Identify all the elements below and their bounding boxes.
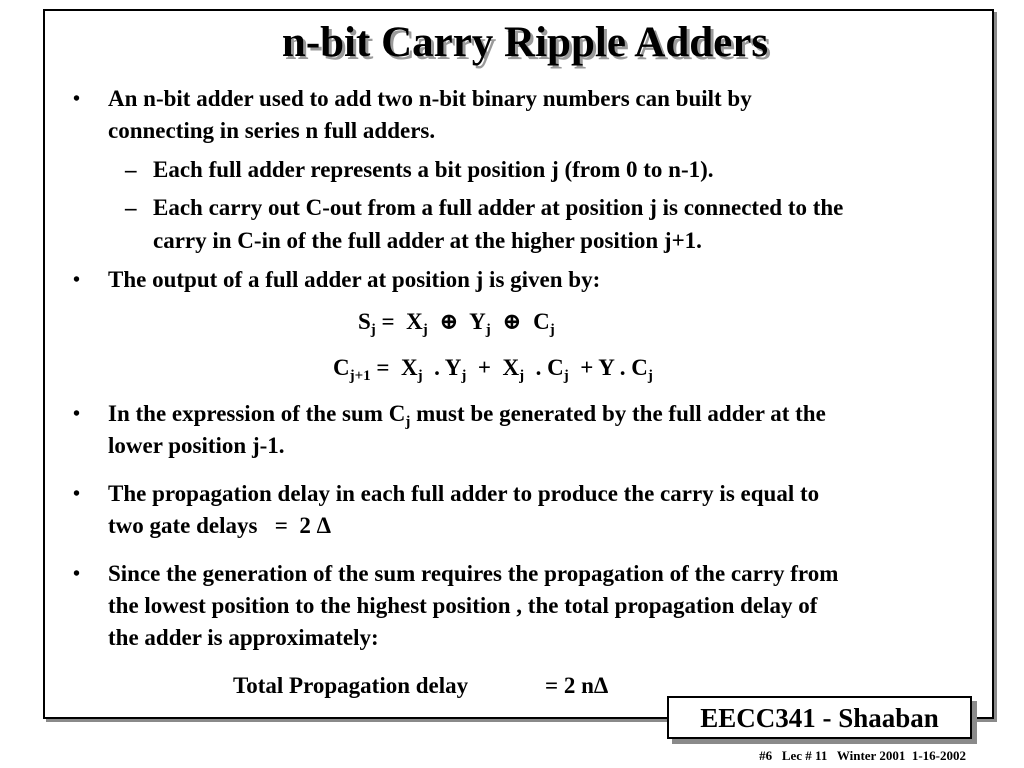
eq-term: + X	[466, 355, 520, 380]
bullet-4-line-1: The propagation delay in each full adder to produce the carry is equal to	[108, 481, 820, 506]
bullet-5-line-3: the adder is approximately:	[108, 625, 379, 650]
bullet-marker: •	[73, 403, 81, 425]
text-run: In the expression of the sum C	[108, 401, 406, 426]
sum-equation	[358, 306, 555, 338]
sub-bullet-marker: –	[125, 195, 137, 220]
eq-subscript: j	[519, 368, 525, 384]
bullet-2: The output of a full adder at position j is given by:	[108, 267, 601, 292]
eq-subscript: j	[485, 322, 491, 338]
sub-bullet-marker: –	[125, 157, 137, 182]
bullet-5-line-1: Since the generation of the sum requires the propagation of the carry from	[108, 561, 839, 586]
total-delay-label: Total Propagation delay	[233, 673, 469, 698]
carry-equation	[333, 352, 653, 384]
eq-subscript: j	[647, 368, 653, 384]
eq-term: = X	[370, 355, 418, 380]
bullet-3-line-1	[108, 398, 826, 430]
bullet-marker: •	[73, 483, 81, 505]
bullet-1-line-1: An n-bit adder used to add two n-bit binary numbers can built by	[108, 86, 752, 111]
eq-subscript: j	[370, 322, 376, 338]
eq-term: . Y	[422, 355, 462, 380]
sub-bullet-2-line-1: Each carry out C-out from a full adder at position j is connected to the	[153, 195, 844, 220]
text-run: must be generated by the full adder at the	[410, 401, 826, 426]
eq-term: ⊕ Y	[427, 309, 486, 334]
bullet-marker: •	[73, 269, 81, 291]
eq-subscript: j	[461, 368, 467, 384]
eq-term: C	[333, 355, 350, 380]
slide-footer: #6 Lec # 11 Winter 2001 1-16-2002	[759, 748, 966, 763]
bullet-4-line-2: two gate delays = 2 Δ	[108, 513, 332, 538]
eq-term: S	[358, 309, 371, 334]
bullet-3-line-2: lower position j-1.	[108, 433, 285, 458]
eq-subscript: j	[422, 322, 428, 338]
eq-subscript: j	[417, 368, 423, 384]
eq-term: + Y . C	[568, 355, 648, 380]
total-delay-value: = 2 nΔ	[545, 673, 609, 698]
sub-bullet-2-line-2: carry in C-in of the full adder at the higher position j+1.	[153, 228, 702, 253]
slide-title: n-bit Carry Ripple Adders	[281, 19, 769, 66]
bullet-5-line-2: the lowest position to the highest position , the total propagation delay of	[108, 593, 818, 618]
eq-term: = X	[375, 309, 423, 334]
eq-subscript: j+1	[349, 368, 371, 384]
eq-term: . C	[524, 355, 564, 380]
text-subscript: j	[405, 414, 411, 430]
bullet-marker: •	[73, 88, 81, 110]
eq-term: ⊕ C	[490, 309, 550, 334]
sub-bullet-1: Each full adder represents a bit position j (from 0 to n-1).	[153, 157, 714, 182]
bullet-1-line-2: connecting in series n full adders.	[108, 118, 436, 143]
course-badge: EECC341 - Shaaban	[667, 696, 972, 739]
eq-subscript: j	[563, 368, 569, 384]
bullet-marker: •	[73, 563, 81, 585]
eq-subscript: j	[549, 322, 555, 338]
